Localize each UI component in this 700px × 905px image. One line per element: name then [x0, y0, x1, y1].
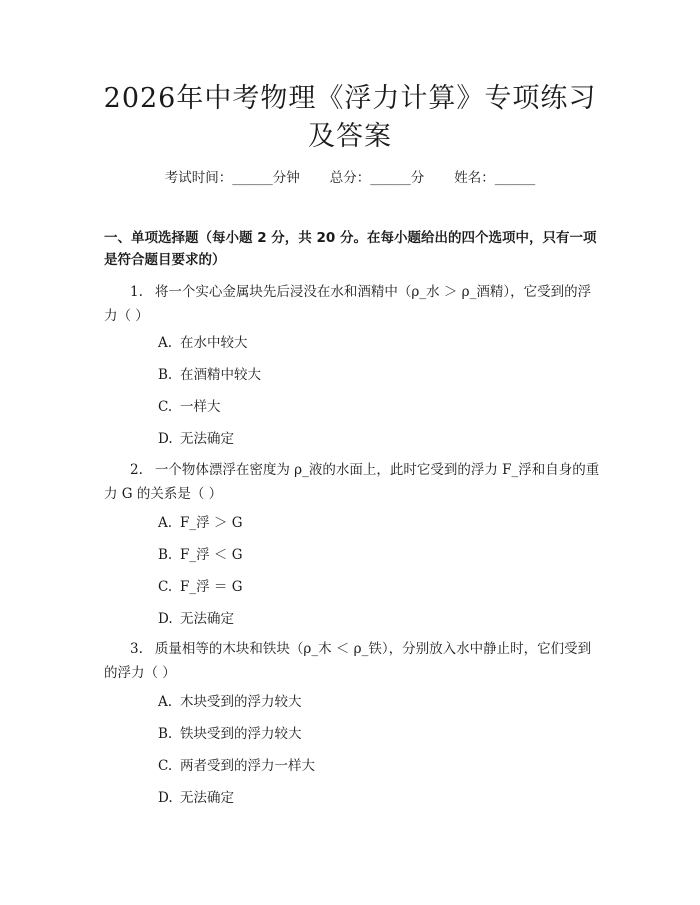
question-1-stem: 将一个实心金属块先后浸没在水和酒精中（ρ_水 ＞ ρ_酒精），它受到的浮力（ ）	[104, 284, 592, 324]
total-score-field: 总分：______分	[329, 170, 425, 186]
question-2-option-b: B. F_浮 ＜ G	[158, 547, 243, 563]
question-3-option-c: C. 两者受到的浮力一样大	[158, 758, 315, 774]
question-3-option-d: D. 无法确定	[158, 790, 234, 806]
question-1-text	[104, 280, 604, 328]
student-name-field: 姓名：______	[454, 170, 536, 186]
question-3-stem: 质量相等的木块和铁块（ρ_木 ＜ ρ_铁），分别放入水中静止时，它们受到的浮力（ ）	[104, 641, 592, 681]
question-1-option-c: C. 一样大	[158, 399, 221, 415]
question-3-number: 3.	[130, 641, 143, 657]
question-2-text	[104, 458, 604, 506]
question-3-option-b: B. 铁块受到的浮力较大	[158, 726, 302, 742]
exam-time-field: 考试时间：______分钟	[164, 170, 300, 186]
question-2-option-d: D. 无法确定	[158, 611, 234, 627]
question-3-option-a: A. 木块受到的浮力较大	[158, 694, 302, 710]
question-3-text	[104, 637, 604, 685]
question-1-option-d: D. 无法确定	[158, 431, 234, 447]
section-heading: 一、单项选择题（每小题 2 分，共 20 分。在每小题给出的四个选项中，只有一项是符合题目要求的）	[104, 230, 597, 268]
question-1-number: 1.	[130, 284, 143, 300]
exam-meta-line	[0, 168, 700, 188]
question-2-option-c: C. F_浮 ＝ G	[158, 579, 243, 595]
question-2-option-a: A. F_浮 ＞ G	[158, 515, 243, 531]
question-1-option-a: A. 在水中较大	[158, 335, 248, 351]
question-2-number: 2.	[130, 462, 143, 478]
question-1-option-b: B. 在酒精中较大	[158, 367, 261, 383]
document-title: 2026年中考物理《浮力计算》专项练习及答案	[103, 83, 597, 152]
question-2-stem: 一个物体漂浮在密度为 ρ_液的水面上，此时它受到的浮力 F_浮和自身的重力 G 的关系是（ ）	[104, 462, 600, 502]
